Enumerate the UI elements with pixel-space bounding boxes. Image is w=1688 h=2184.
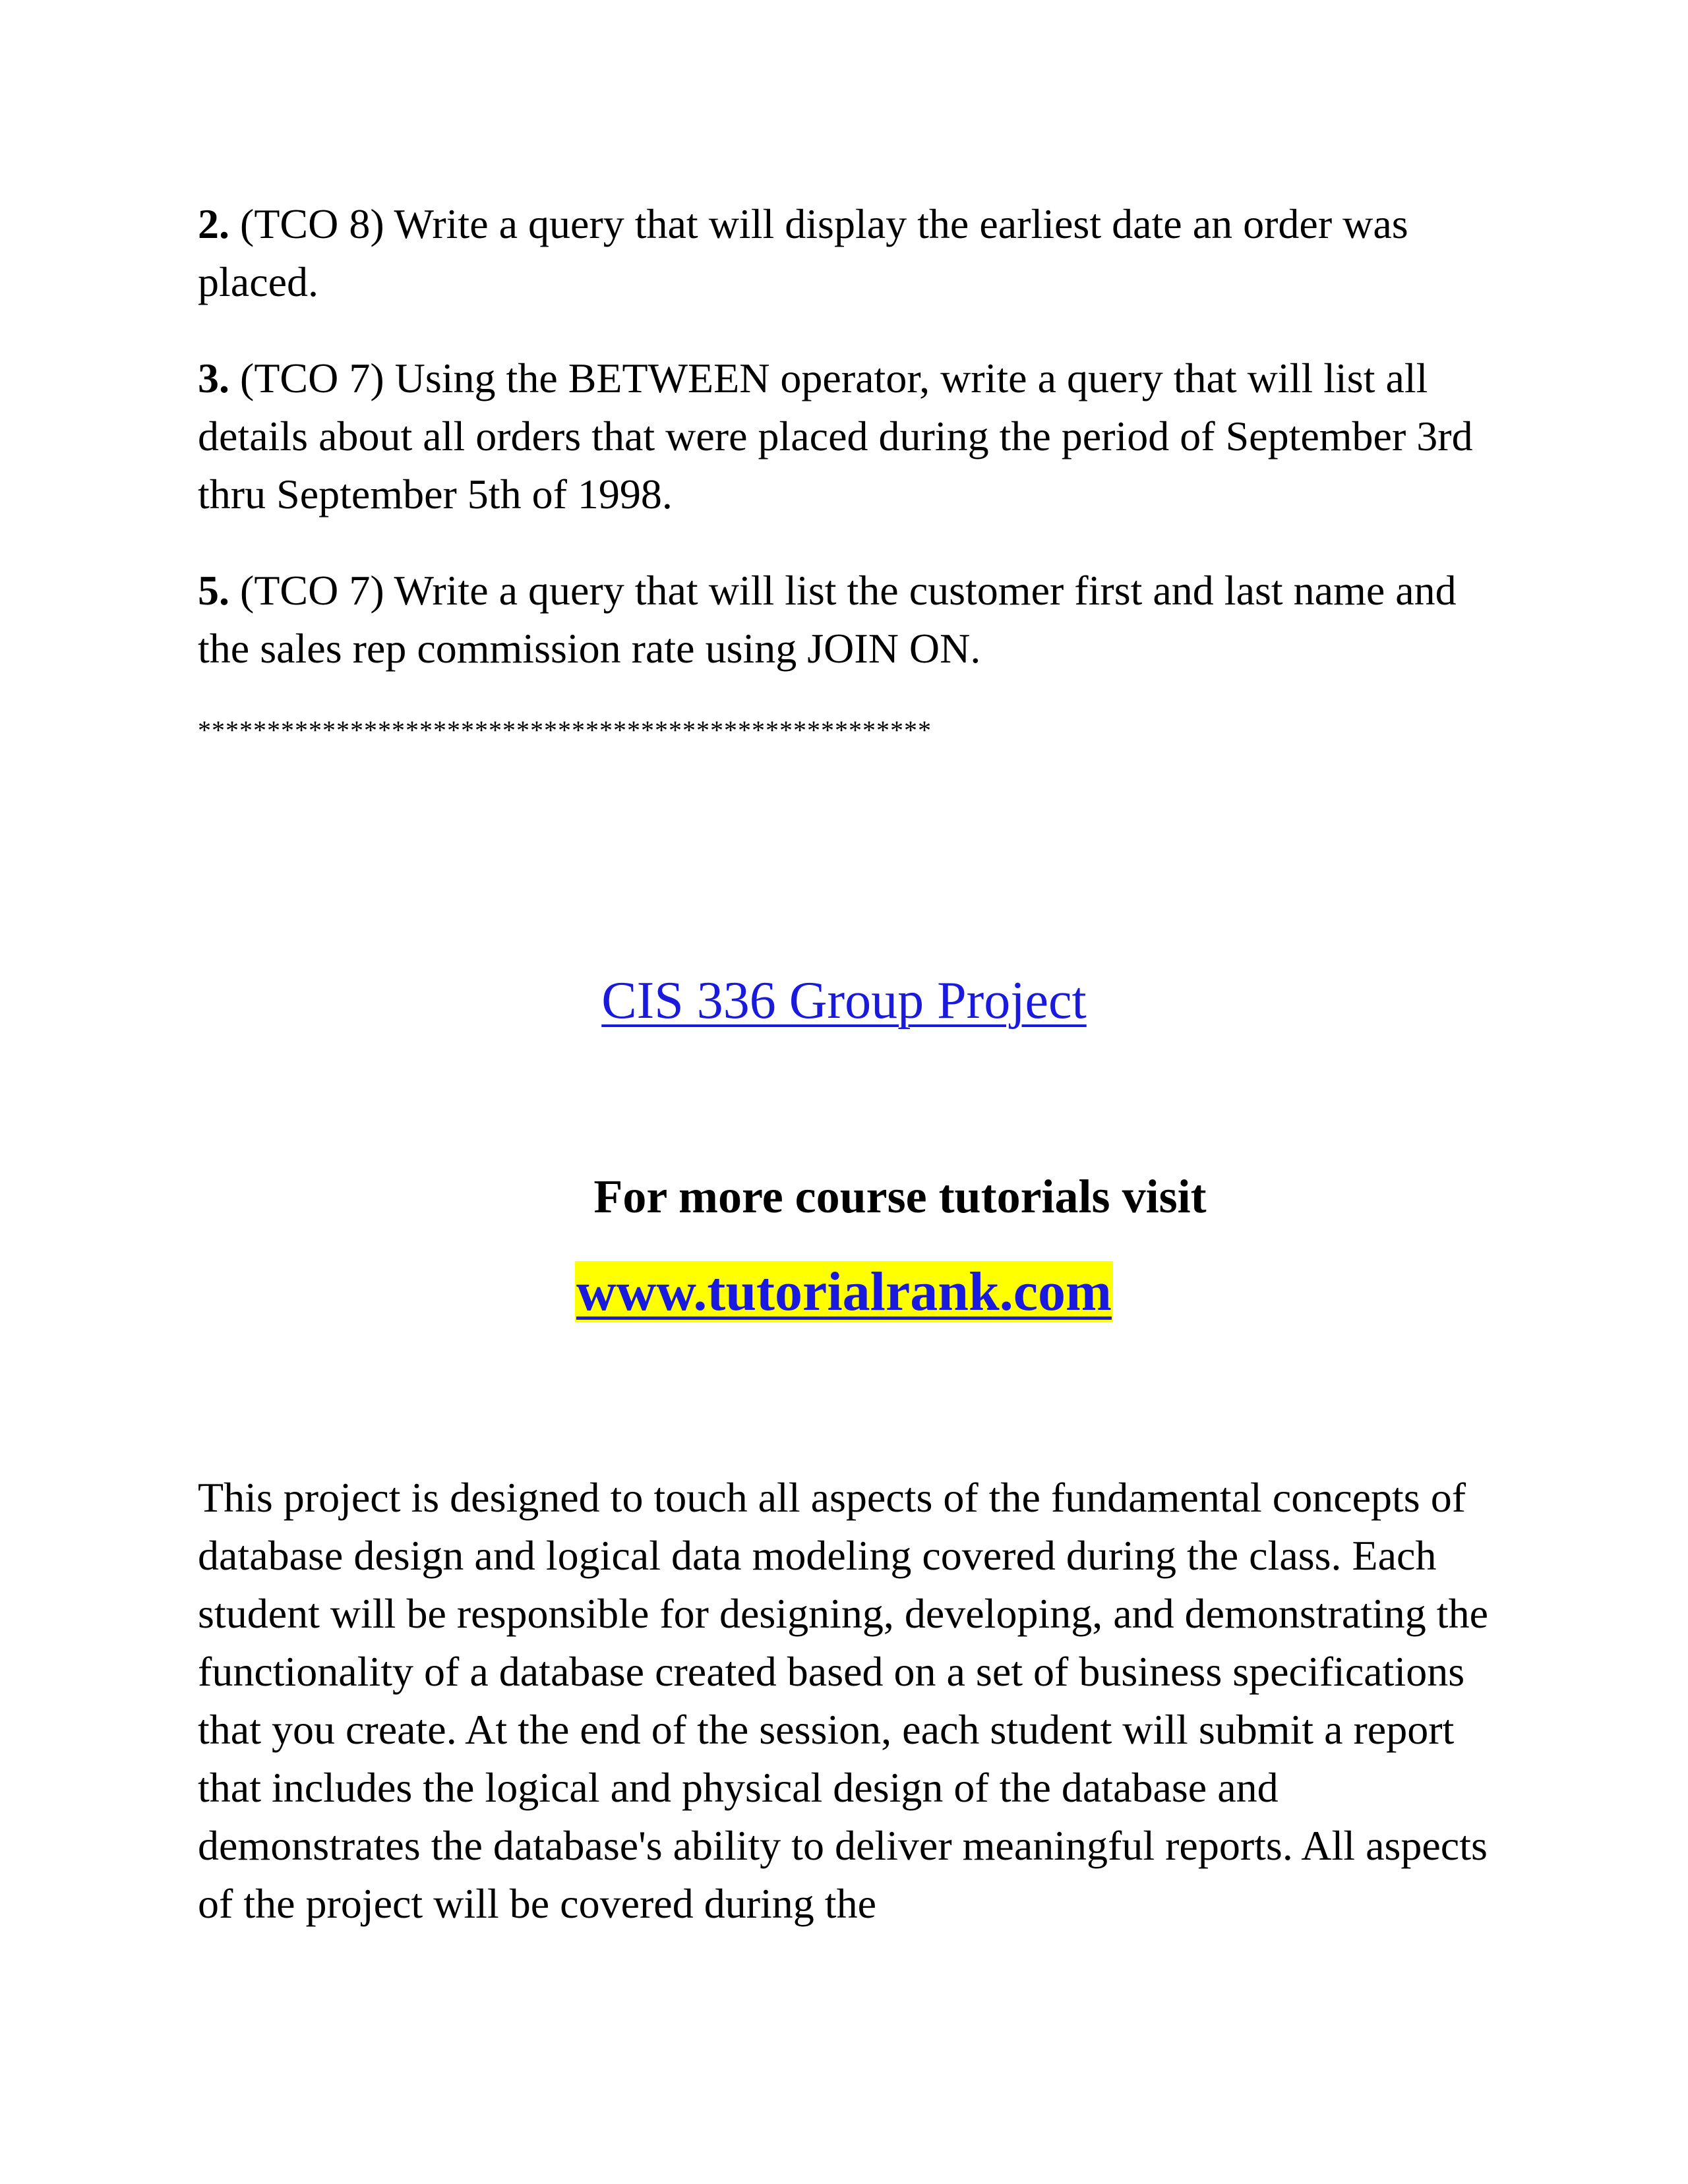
question-text: (TCO 7) Write a query that will list the customer first and last name and the sales rep commission rate using JOIN ON. bbox=[198, 567, 1457, 672]
question-text: (TCO 7) Using the BETWEEN operator, write a query that will list all details about all orders that were placed during the period of September 3rd thru September 5th of 1998. bbox=[198, 355, 1473, 517]
website-line bbox=[0, 1259, 1688, 1325]
question-number: 5. bbox=[198, 567, 229, 614]
project-title-link[interactable]: CIS 336 Group Project bbox=[601, 972, 1087, 1030]
asterisk-divider: ***************************************************** bbox=[198, 715, 932, 745]
question-number: 3. bbox=[198, 355, 229, 401]
question-2 bbox=[198, 195, 1503, 311]
project-description: This project is designed to touch all aspects of the fundamental concepts of database design and logical data modeling covered during the class. Each student will be responsible for designing, developing, and demonstrating the functionality of a database created based on a set of business specifications that you create. At the end of the session, each student will submit a report that includes the logical and physical design of the database and demonstrates the database's ability to deliver meaningful reports. All aspects of the project will be covered during the bbox=[198, 1474, 1488, 1927]
question-number: 2. bbox=[198, 200, 229, 247]
project-title bbox=[0, 968, 1688, 1034]
question-5 bbox=[198, 562, 1503, 678]
question-3 bbox=[198, 349, 1503, 523]
question-text: (TCO 8) Write a query that will display the earliest date an order was placed. bbox=[198, 200, 1408, 305]
more-tutorials-heading: For more course tutorials visit bbox=[593, 1170, 1207, 1223]
website-link[interactable]: www.tutorialrank.com bbox=[576, 1261, 1112, 1322]
